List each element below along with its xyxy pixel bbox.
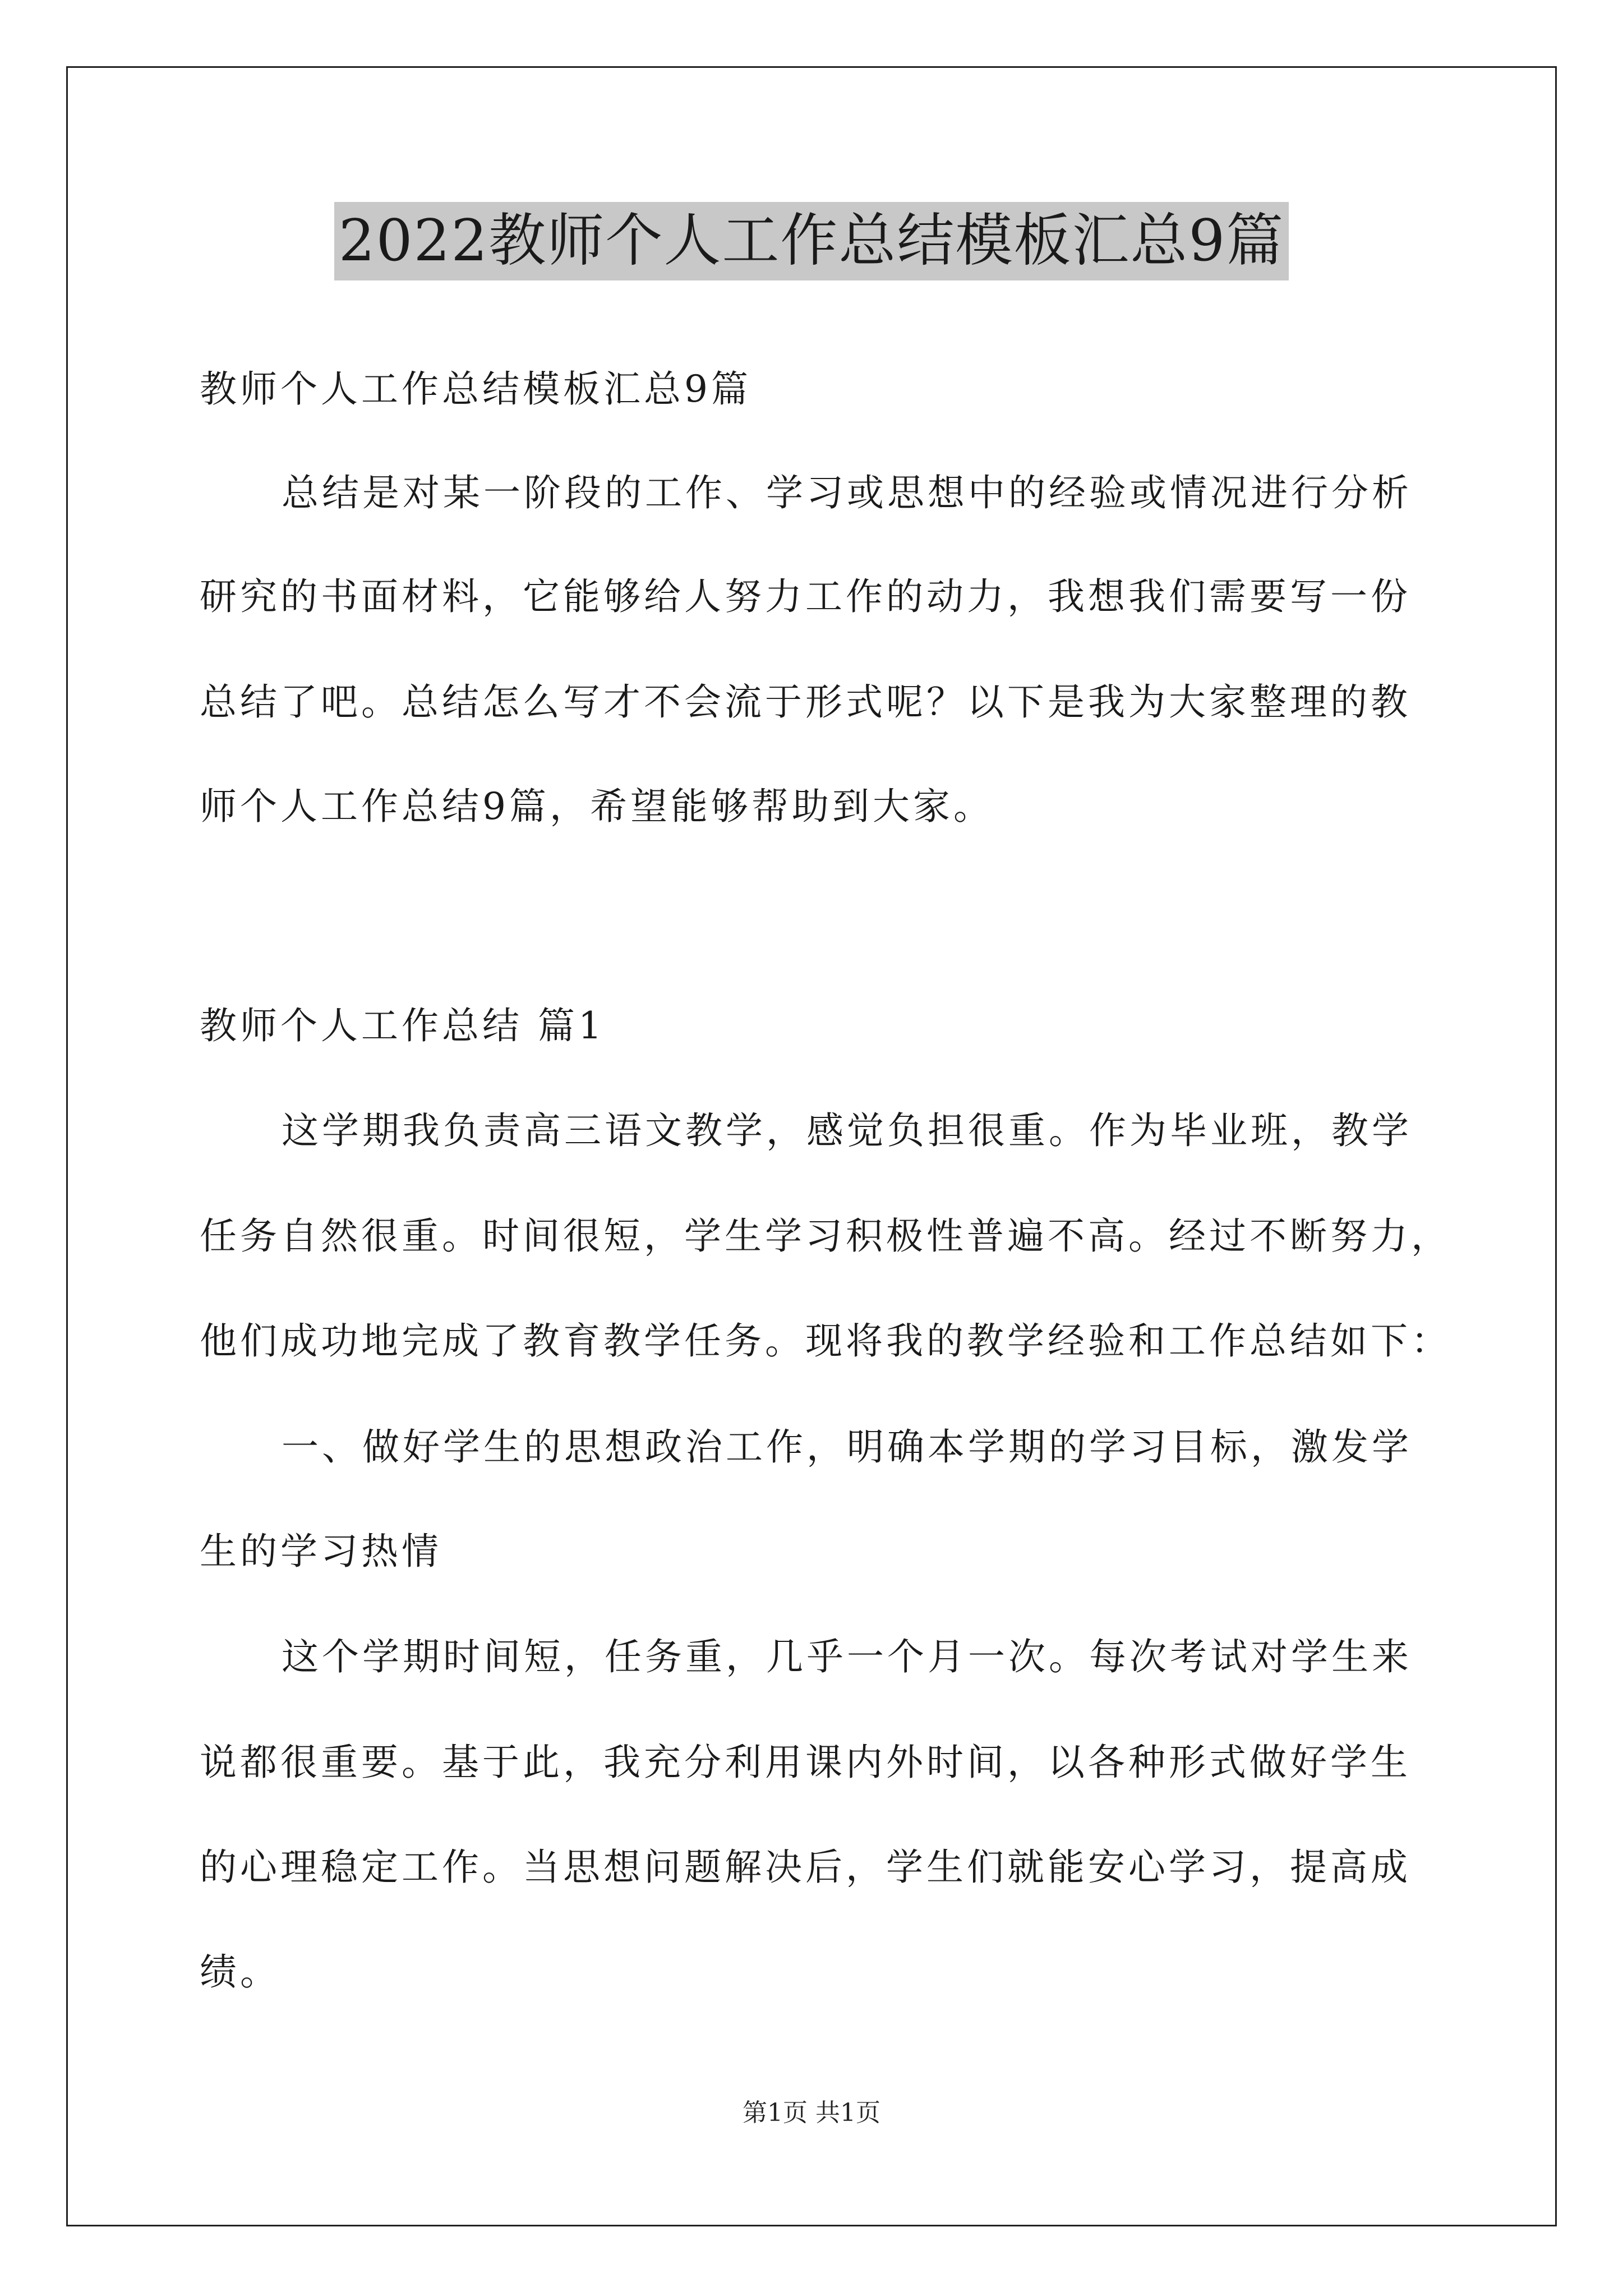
paragraph-line: 绩。 [200, 1950, 280, 1994]
page-footer: 第1页 共1页 [743, 2099, 880, 2127]
intro-line: 总结了吧。总结怎么写才不会流于形式呢？以下是我为大家整理的教 [200, 680, 1411, 724]
paragraph-line: 生的学习热情 [200, 1530, 442, 1573]
paragraph-line: 一、做好学生的思想政治工作，明确本学期的学习目标，激发学 [282, 1425, 1412, 1469]
paragraph-line: 说都很重要。基于此，我充分利用课内外时间，以各种形式做好学生 [200, 1741, 1411, 1784]
intro-line: 师个人工作总结9篇，希望能够帮助到大家。 [200, 785, 994, 828]
paragraph-line: 的心理稳定工作。当思想问题解决后，学生们就能安心学习，提高成 [200, 1846, 1411, 1889]
paragraph-line: 任务自然很重。时间很短，学生学习积极性普遍不高。经过不断努力， [200, 1214, 1451, 1258]
document-subtitle: 教师个人工作总结模板汇总9篇 [200, 367, 751, 411]
intro-line: 研究的书面材料，它能够给人努力工作的动力，我想我们需要写一份 [200, 575, 1411, 618]
paragraph-line: 他们成功地完成了教育教学任务。现将我的教学经验和工作总结如下： [200, 1319, 1451, 1363]
intro-line: 总结是对某一阶段的工作、学习或思想中的经验或情况进行分析 [282, 471, 1412, 514]
paragraph-line: 这个学期时间短，任务重，几乎一个月一次。每次考试对学生来 [282, 1635, 1412, 1678]
title-container [0, 202, 1623, 280]
document-title: 2022教师个人工作总结模板汇总9篇 [334, 202, 1289, 280]
paragraph-line: 这学期我负责高三语文教学，感觉负担很重。作为毕业班，教学 [282, 1109, 1412, 1152]
section-heading: 教师个人工作总结 篇1 [200, 1004, 605, 1047]
